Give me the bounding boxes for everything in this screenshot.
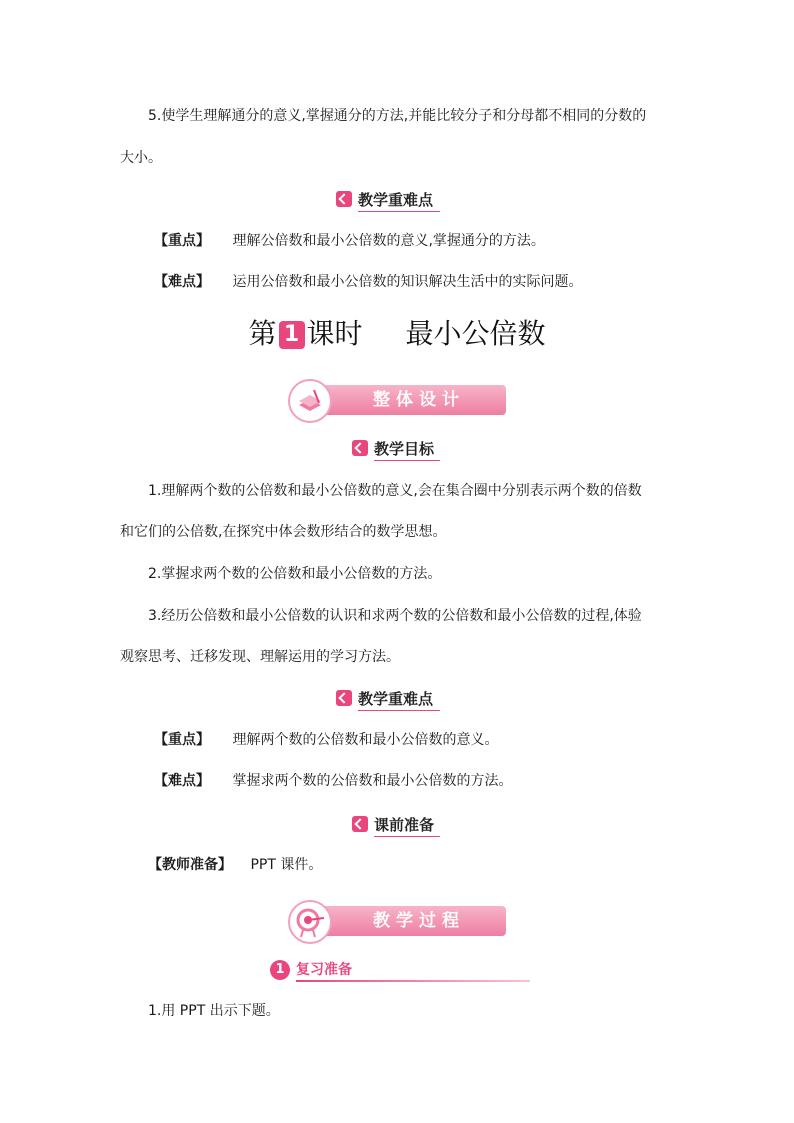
difficulty-tag: 【难点】: [154, 274, 210, 290]
difficulty-tag: 【难点】: [154, 773, 210, 789]
section-heading-lesson-keypoints: 教学重难点: [336, 687, 440, 709]
lesson-number-badge: 1: [279, 321, 305, 349]
lesson-difficulty-row: [154, 771, 714, 791]
keypoint-text: 理解两个数的公倍数和最小公倍数的意义。: [232, 732, 499, 748]
objective-5-line1: 5.使学生理解通分的意义,掌握通分的方法,并能比较分子和分母都不相同的分数的: [148, 108, 647, 124]
review-item-1: 1.用 PPT 出示下题。: [148, 1003, 280, 1019]
keypoint-text: 理解公倍数和最小公倍数的意义,掌握通分的方法。: [232, 233, 545, 249]
pink-arrow-icon: [352, 816, 368, 832]
pink-arrow-icon: [336, 690, 352, 706]
difficulty-text: 掌握求两个数的公倍数和最小公倍数的方法。: [232, 773, 513, 789]
pink-arrow-icon: [336, 191, 352, 207]
objective-2: 2.掌握求两个数的公倍数和最小公倍数的方法。: [148, 566, 442, 582]
book-icon: [288, 379, 332, 423]
objective-3-line1: 3.经历公倍数和最小公倍数的认识和求两个数的公倍数和最小公倍数的过程,体验: [148, 608, 642, 624]
keypoint-tag: 【重点】: [154, 233, 210, 249]
step-title: 复习准备: [296, 962, 352, 978]
lesson-title: 第 1 课时 最小公倍数: [248, 317, 546, 350]
target-icon: [288, 900, 332, 944]
pink-arrow-icon: [352, 440, 368, 456]
objective-3-line2: 观察思考、迁移发现、理解运用的学习方法。: [120, 649, 400, 665]
section-heading-keypoints: 教学重难点: [336, 188, 440, 210]
keypoint-row: [154, 231, 714, 251]
banner-teaching-process: 教学过程: [288, 906, 506, 936]
step-number-badge: 1: [270, 960, 290, 980]
banner-overall-design: 整体设计: [288, 385, 506, 415]
objective-5-line2: 大小。: [120, 150, 162, 166]
objective-1-line1: 1.理解两个数的公倍数和最小公倍数的意义,会在集合圈中分别表示两个数的倍数: [148, 483, 642, 499]
keypoint-tag: 【重点】: [154, 732, 210, 748]
teacher-prep-row: [148, 855, 708, 875]
section-heading-objectives: 教学目标: [352, 437, 440, 459]
section-heading-preparation: 课前准备: [352, 813, 440, 835]
teacher-prep-text: PPT 课件。: [250, 857, 323, 873]
step-review-preparation: [270, 960, 530, 982]
lesson-name: 最小公倍数: [405, 317, 546, 350]
difficulty-row: [154, 272, 714, 292]
teacher-prep-tag: 【教师准备】: [148, 857, 232, 873]
objective-1-line2: 和它们的公倍数,在探究中体会数形结合的数学思想。: [120, 524, 447, 540]
difficulty-text: 运用公倍数和最小公倍数的知识解决生活中的实际问题。: [232, 274, 583, 290]
lesson-keypoint-row: [154, 730, 714, 750]
